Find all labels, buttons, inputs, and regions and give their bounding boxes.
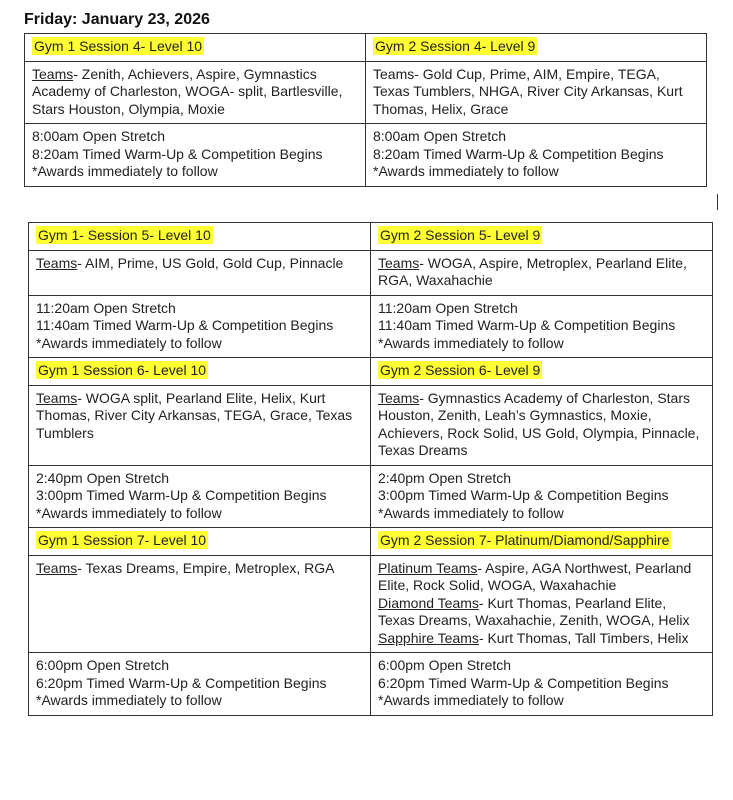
- warmup-time: 11:40am Timed Warm-Up & Competition Begins: [378, 317, 676, 333]
- gym1-session6-schedule: [29, 465, 371, 528]
- teams-label: Teams: [36, 389, 78, 406]
- teams-label: Teams: [36, 559, 78, 576]
- table-row: [29, 528, 713, 556]
- awards-note: *Awards immediately to follow: [36, 692, 222, 708]
- teams-label: Teams: [378, 389, 420, 406]
- gym1-session7-header-cell: [29, 528, 371, 556]
- platinum-teams-list: - Aspire, AGA Northwest, Pearland Elite, Rock Solid, WOGA, Waxahachie: [378, 559, 692, 593]
- gym1-session4-teams: [25, 61, 366, 124]
- table-row: [29, 653, 713, 716]
- open-stretch-time: 2:40pm Open Stretch: [378, 469, 512, 486]
- table-row: [29, 465, 713, 528]
- open-stretch-time: 6:00pm Open Stretch: [36, 657, 170, 673]
- warmup-time: 8:20am Timed Warm-Up & Competition Begins: [373, 145, 664, 162]
- warmup-time: 3:00pm Timed Warm-Up & Competition Begins: [378, 487, 669, 503]
- teams-list: - Gymnastics Academy of Charleston, Stars Houston, Zenith, Leah’s Gymnastics, Moxie, Achievers, Rock Solid, US Gold, Olympia, Pinnacle, Texas Dreams: [378, 389, 700, 458]
- awards-note: *Awards immediately to follow: [373, 163, 559, 179]
- table-row: [29, 250, 713, 295]
- platinum-teams-label: Platinum Teams: [378, 559, 478, 576]
- open-stretch-time: 8:00am Open Stretch: [373, 128, 507, 144]
- teams-list: - Texas Dreams, Empire, Metroplex, RGA: [77, 559, 335, 576]
- sessions-5-7-table: [28, 222, 713, 716]
- platinum-teams: [378, 560, 706, 595]
- gym1-session4-schedule: [25, 124, 366, 187]
- gym2-session4-teams: [366, 61, 707, 124]
- table-row: [29, 295, 713, 358]
- gym2-session6-header-cell: [371, 358, 713, 386]
- open-stretch-time: 8:00am Open Stretch: [32, 128, 166, 144]
- gym2-session5-header: Gym 2 Session 5- Level 9: [380, 227, 541, 243]
- gym1-session4-header-cell: [25, 34, 366, 62]
- gym2-session5-header-cell: [371, 223, 713, 251]
- gym2-session5-teams: [371, 250, 713, 295]
- warmup-time: 11:40am Timed Warm-Up & Competition Begins: [36, 317, 334, 333]
- teams-list: - AIM, Prime, US Gold, Gold Cup, Pinnacle: [77, 254, 344, 271]
- diamond-teams-list: - Kurt Thomas, Pearland Elite, Texas Dreams, Waxahachie, Zenith, WOGA, Helix: [378, 594, 690, 628]
- sapphire-teams-label: Sapphire Teams: [378, 629, 479, 646]
- awards-note: *Awards immediately to follow: [36, 334, 222, 351]
- teams-label: Teams: [378, 254, 420, 271]
- text-cursor: [717, 194, 718, 210]
- gym2-session7-header: Gym 2 Session 7- Platinum/Diamond/Sapphire: [380, 532, 670, 548]
- session-4-table: [24, 33, 707, 187]
- table-row: [25, 61, 707, 124]
- warmup-time: 3:00pm Timed Warm-Up & Competition Begins: [36, 487, 327, 503]
- gym1-session6-header: Gym 1 Session 6- Level 10: [38, 362, 207, 378]
- gym2-session7-teams: [371, 555, 713, 653]
- teams-list: - WOGA, Aspire, Metroplex, Pearland Elite, RGA, Waxahachie: [378, 254, 687, 288]
- gym1-session7-header: Gym 1 Session 7- Level 10: [38, 532, 207, 548]
- awards-note: *Awards immediately to follow: [378, 504, 564, 521]
- diamond-teams-label: Diamond Teams: [378, 594, 479, 611]
- gym2-session5-schedule: [371, 295, 713, 358]
- open-stretch-time: 11:20am Open Stretch: [378, 299, 518, 316]
- gym1-session6-teams: [29, 385, 371, 465]
- gym2-session4-schedule: [366, 124, 707, 187]
- gym1-session5-header: Gym 1- Session 5- Level 10: [38, 227, 211, 243]
- awards-note: *Awards immediately to follow: [378, 692, 564, 708]
- table-row: [25, 124, 707, 187]
- page-title: Friday: January 23, 2026: [24, 11, 210, 28]
- gym2-session7-header-cell: [371, 528, 713, 556]
- awards-note: *Awards immediately to follow: [378, 334, 564, 351]
- gym1-session5-schedule: [29, 295, 371, 358]
- sapphire-teams: [378, 630, 706, 648]
- gym2-session4-header-cell: [366, 34, 707, 62]
- teams-list: Teams- Gold Cup, Prime, AIM, Empire, TEGA, Texas Tumblers, NHGA, River City Arkansas, Kurt Thomas, Helix, Grace: [373, 65, 683, 117]
- gym2-session6-schedule: [371, 465, 713, 528]
- gym1-session5-header-cell: [29, 223, 371, 251]
- gym2-session4-header: Gym 2 Session 4- Level 9: [375, 38, 536, 54]
- warmup-time: 6:20pm Timed Warm-Up & Competition Begins: [378, 674, 669, 691]
- table-row: [29, 223, 713, 251]
- table-row: [29, 385, 713, 465]
- sapphire-teams-list: - Kurt Thomas, Tall Timbers, Helix: [478, 629, 689, 646]
- gym2-session6-teams: [371, 385, 713, 465]
- table-row: [29, 555, 713, 653]
- open-stretch-time: 6:00pm Open Stretch: [378, 657, 512, 673]
- gym1-session6-header-cell: [29, 358, 371, 386]
- gym1-session4-header: Gym 1 Session 4- Level 10: [34, 38, 203, 54]
- teams-label: Teams: [32, 65, 74, 82]
- table-row: [29, 358, 713, 386]
- awards-note: *Awards immediately to follow: [32, 163, 218, 179]
- gym1-session5-teams: [29, 250, 371, 295]
- awards-note: *Awards immediately to follow: [36, 504, 222, 521]
- gym2-session7-schedule: [371, 653, 713, 716]
- warmup-time: 8:20am Timed Warm-Up & Competition Begins: [32, 145, 323, 162]
- gym2-session6-header: Gym 2 Session 6- Level 9: [380, 362, 541, 378]
- warmup-time: 6:20pm Timed Warm-Up & Competition Begins: [36, 674, 327, 691]
- open-stretch-time: 11:20am Open Stretch: [36, 299, 176, 316]
- teams-list: - WOGA split, Pearland Elite, Helix, Kurt Thomas, River City Arkansas, TEGA, Grace, Texas Tumblers: [36, 389, 353, 441]
- teams-list: - Zenith, Achievers, Aspire, Gymnastics Academy of Charleston, WOGA- split, Bartlesville, Stars Houston, Olympia, Moxie: [32, 65, 343, 117]
- diamond-teams: [378, 595, 706, 630]
- open-stretch-time: 2:40pm Open Stretch: [36, 469, 170, 486]
- gym1-session7-teams: [29, 555, 371, 653]
- teams-label: Teams: [36, 254, 78, 271]
- table-row: [25, 34, 707, 62]
- gym1-session7-schedule: [29, 653, 371, 716]
